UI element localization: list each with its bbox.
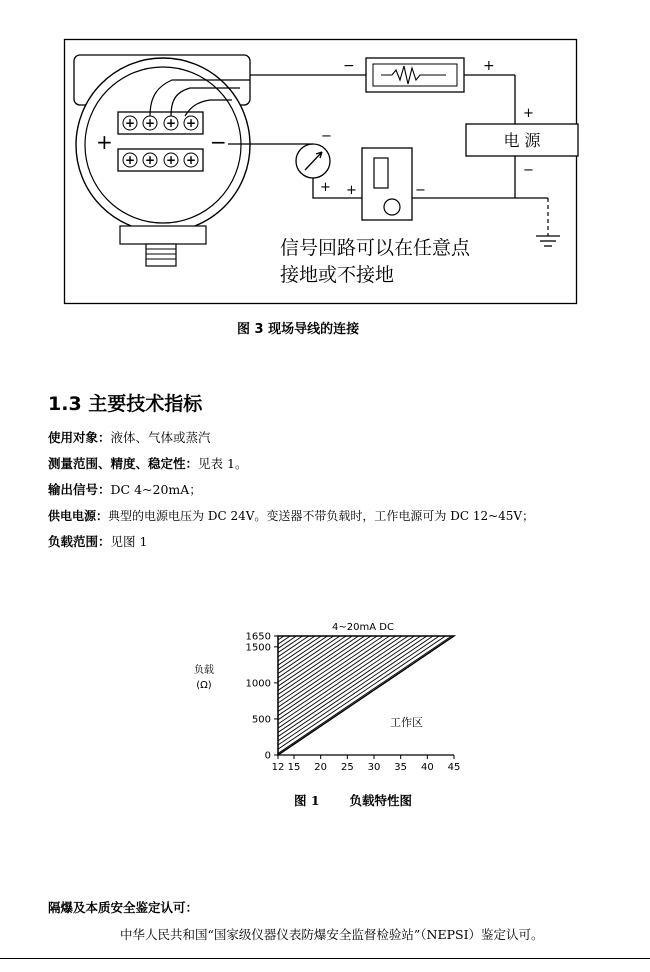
terminal-label: + [185,116,197,130]
spec-label: 使用对象： [48,430,111,445]
spec-value: 见图 1 [110,534,148,549]
figure1-caption [294,791,412,809]
ammeter-plus: + [320,180,331,195]
spec-row [48,482,202,498]
x-tick-label: 30 [367,762,381,773]
page-bottom-rule [0,958,650,959]
spec-value: DC 4~20mA； [110,482,202,497]
indicator-meter [362,148,412,220]
ammeter-minus: − [321,129,332,144]
x-tick-label: 12 [271,762,285,773]
load-characteristic-chart [180,615,480,783]
terminal-label: + [165,153,177,167]
spec-row [48,508,534,524]
figure1-title: 负载特性图 [349,793,413,808]
y-tick-label: 1000 [245,678,271,690]
x-tick-label: 40 [420,762,434,773]
x-tick-label: 25 [340,762,354,773]
hatch-line [268,737,464,783]
spec-value: 见表 1。 [198,456,248,471]
y-tick-label: 0 [264,750,271,762]
resistor-minus: − [343,58,355,74]
terminal-label: + [124,116,136,130]
spec-label: 测量范围、精度、稳定性： [48,456,199,471]
figure3-caption: 图 3 现场导线的连接 [237,322,360,337]
spec-value: 液体、气体或蒸汽 [110,430,211,445]
hatch-line [268,724,464,783]
working-region-outline [278,636,454,755]
spec-value: 典型的电源电压为 DC 24V。变送器不带负载时，工作电源可为 DC 12~45V； [108,509,535,523]
hatch-line [268,615,464,743]
y-tick-label: 1650 [245,631,271,643]
terminal-label: + [165,116,177,130]
terminal-label: + [144,153,156,167]
figure1-number: 图 1 [294,793,320,808]
y-tick-label: 500 [251,714,271,726]
hatch-line [268,779,464,783]
grounding-note-line2: 接地或不接地 [280,264,395,286]
housing-minus-sign: − [210,130,227,154]
x-tick-label: 20 [314,762,328,773]
section-title: 1.3 主要技术指标 [48,393,203,415]
hatch-line [268,615,464,617]
spec-row [48,534,147,550]
terminal-label: + [144,116,156,130]
x-tick-label: 35 [394,762,408,773]
power-supply-label: 电 源 [503,131,541,150]
spec-row [48,456,247,472]
spec-label: 负载范围： [48,534,111,549]
grounding-note-line1: 信号回路可以在任意点 [280,237,471,259]
y-axis-label-line1: 负载 [194,665,214,676]
certification-text: 中华人民共和国“国家级仪器仪表防爆安全监督检验站”（NEPSI）鉴定认可。 [120,927,544,942]
resistor-plus: + [483,58,495,74]
hatch-line [268,775,464,783]
spec-label: 供电电源： [48,509,109,523]
meter-plus: + [346,183,357,198]
y-axis-label-line2: (Ω) [196,680,212,691]
working-region-label: 工作区 [390,716,423,730]
power-plus: + [523,106,534,121]
power-minus: − [523,163,534,178]
wiring-diagram [0,0,650,320]
housing-plus-sign: + [96,130,113,154]
terminal-label: + [185,153,197,167]
working-region-hatch [268,615,464,783]
spec-label: 输出信号： [48,482,111,497]
load-resistor [366,58,464,92]
hatch-line [268,615,464,622]
x-tick-label: 45 [447,762,461,773]
hatch-line [268,720,464,783]
certification-heading: 隔爆及本质安全鉴定认可： [48,900,199,915]
chart-title: 4~20mA DC [332,622,394,633]
x-tick-label: 15 [287,762,301,773]
meter-minus: − [415,183,426,198]
spec-row [48,430,211,446]
ground-icon [536,236,560,246]
terminal-label: + [124,153,136,167]
y-tick-label: 1500 [245,642,271,654]
